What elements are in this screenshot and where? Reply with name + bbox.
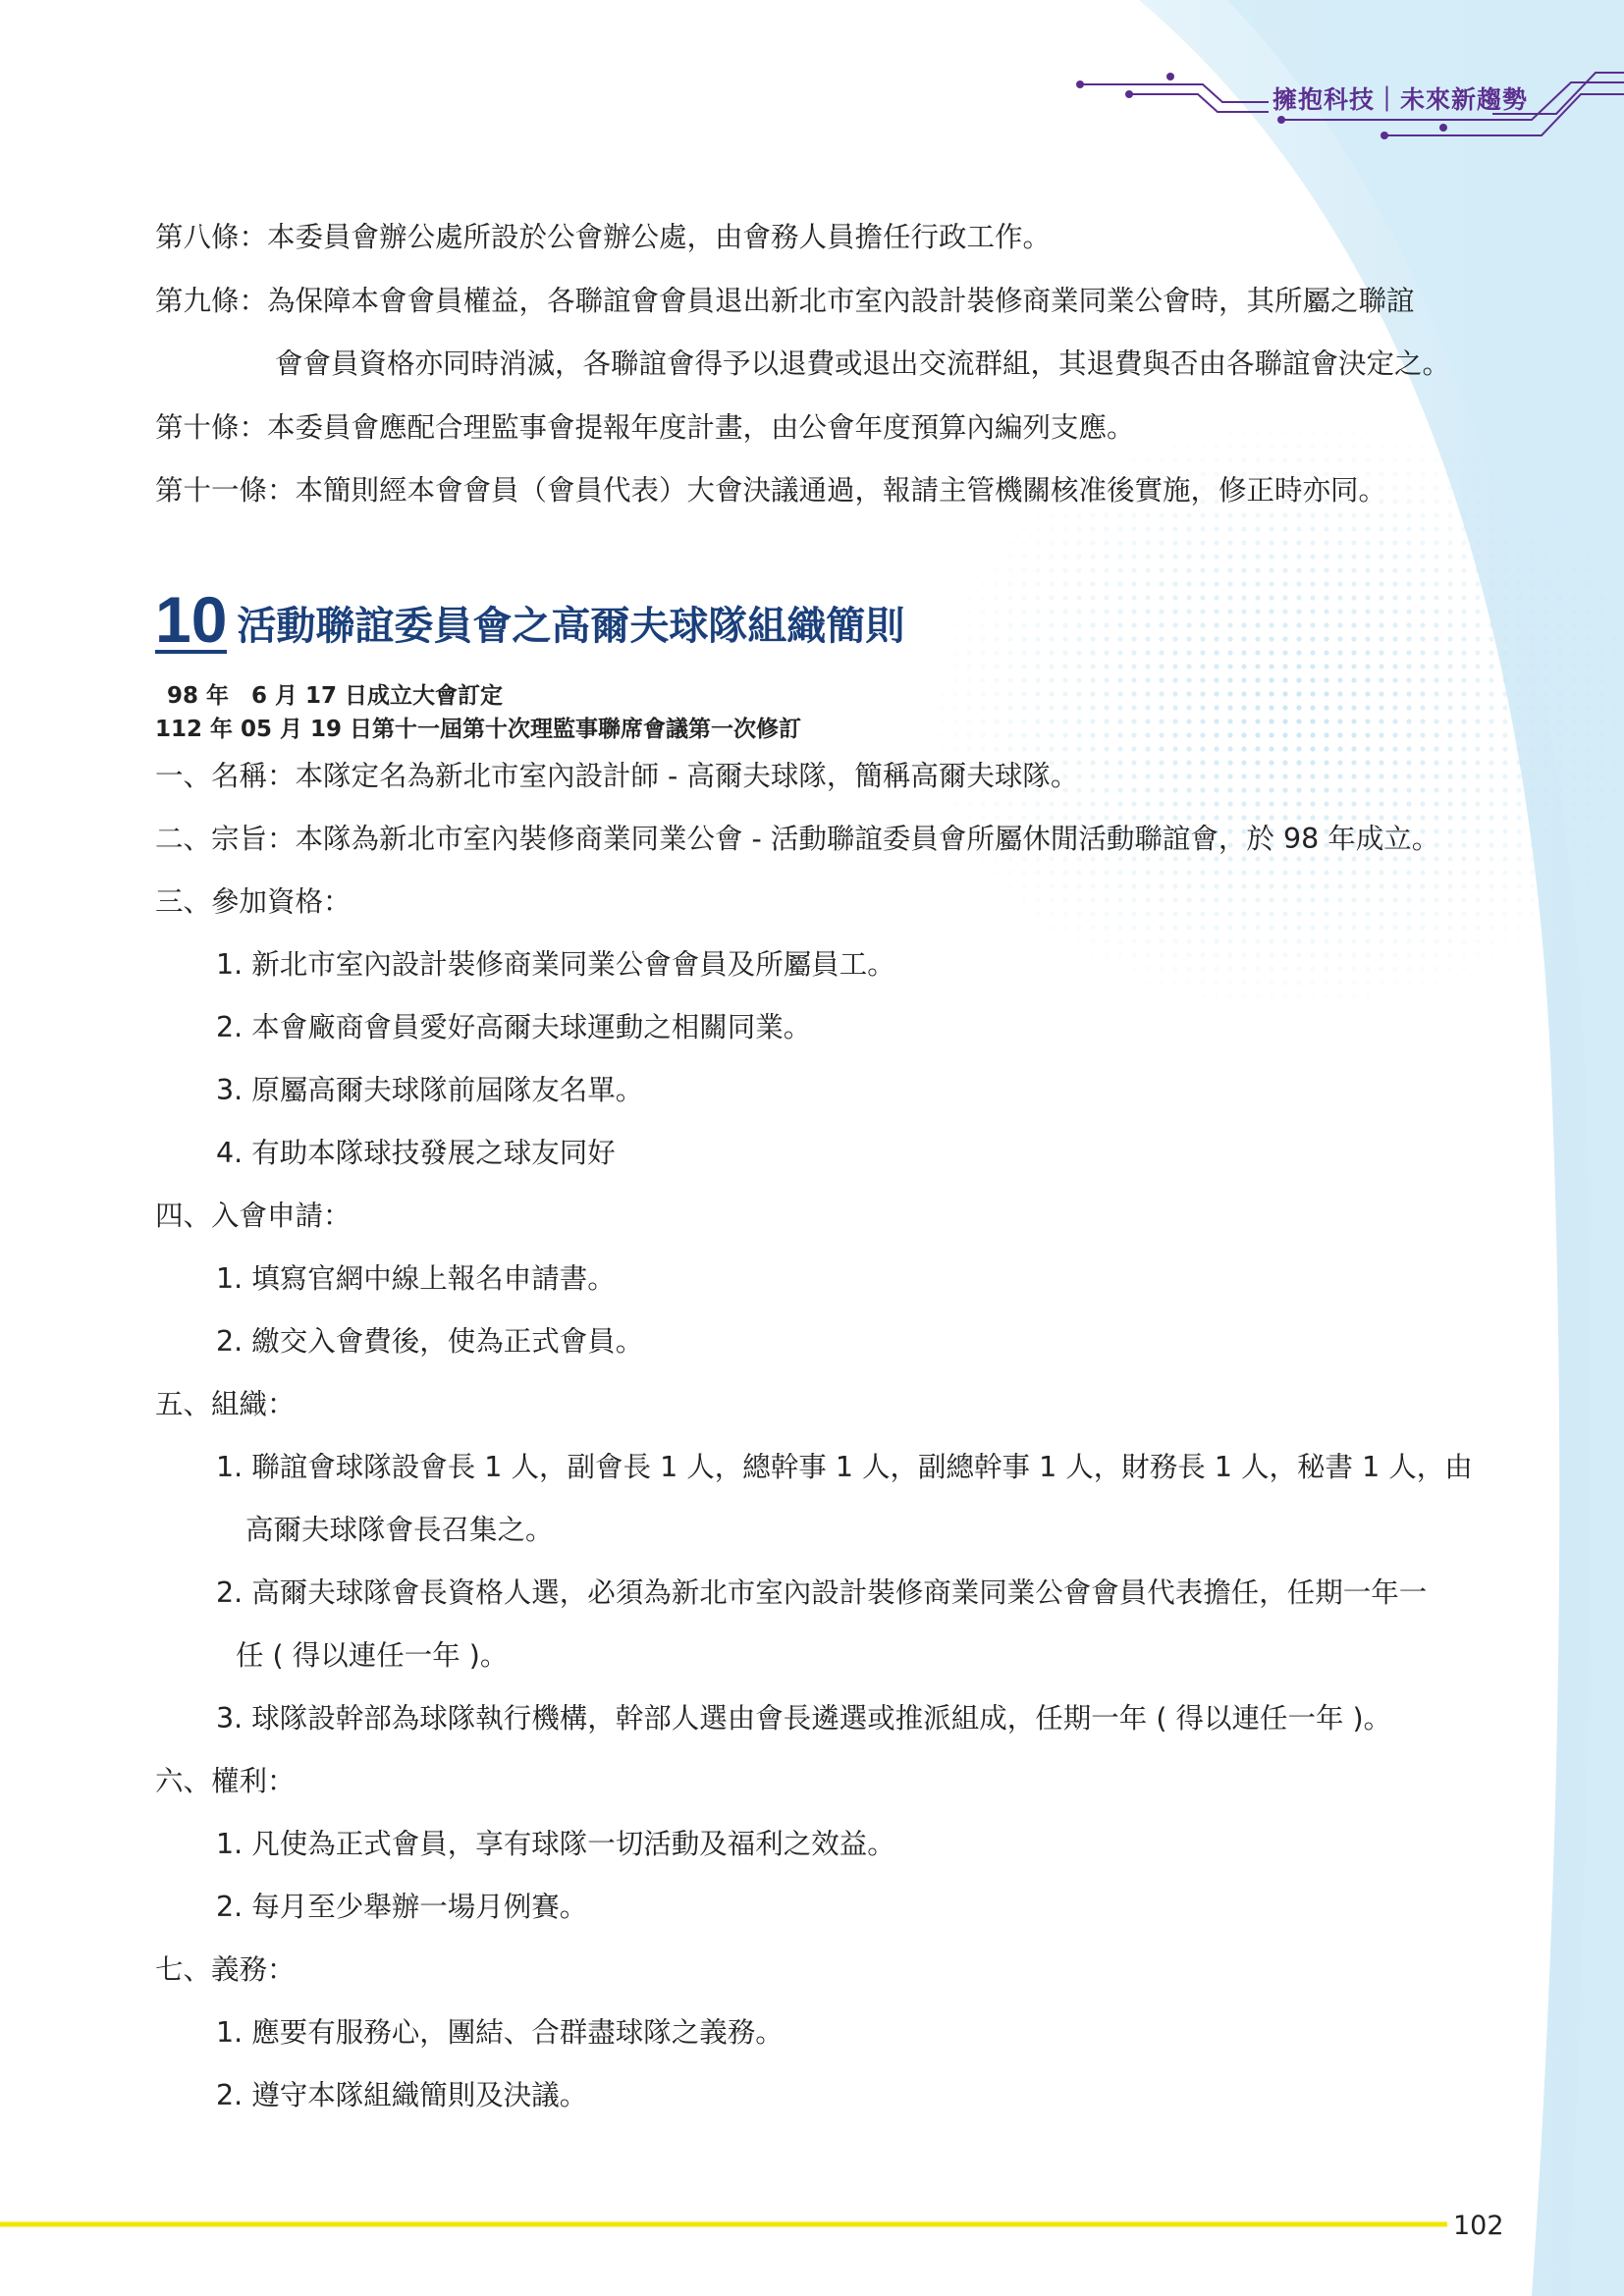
- clause-organization: 五、組織：: [155, 1388, 296, 1420]
- section-title: [155, 583, 905, 656]
- rights-item: 2. 每月至少舉辦一場月例賽。: [216, 1891, 588, 1923]
- eligibility-item: 4. 有助本隊球技發展之球友同好: [216, 1137, 616, 1169]
- section-number: 10: [155, 583, 228, 656]
- header-tag: 擁抱科技｜未來新趨勢: [1272, 85, 1529, 114]
- eligibility-item: 1. 新北市室內設計裝修商業同業公會會員及所屬員工。: [216, 948, 895, 981]
- eligibility-item: 2. 本會廠商會員愛好高爾夫球運動之相關同業。: [216, 1011, 812, 1043]
- clause-rights: 六、權利：: [155, 1765, 296, 1797]
- section-revised: 112 年 05 月 19 日第十一屆第十次理監事聯席會議第一次修訂: [155, 717, 802, 742]
- rights-item: 1. 凡使為正式會員，享有球隊一切活動及福利之效益。: [216, 1828, 895, 1860]
- duties-item: 2. 遵守本隊組織簡則及決議。: [216, 2079, 588, 2111]
- clause-eligibility: 三、參加資格：: [155, 885, 352, 918]
- organization-item-cont: 任 ( 得以連任一年 )。: [236, 1639, 509, 1672]
- application-item: 2. 繳交入會費後，使為正式會員。: [216, 1325, 644, 1358]
- duties-item: 1. 應要有服務心，團結、合群盡球隊之義務。: [216, 2016, 784, 2049]
- section-established: 98 年 6 月 17 日成立大會訂定: [167, 683, 504, 709]
- article-9-line1: 第九條：為保障本會會員權益，各聯誼會會員退出新北市室內設計裝修商業同業公會時，其所屬之聯誼: [155, 285, 1415, 317]
- article-8: 第八條：本委員會辦公處所設於公會辦公處，由會務人員擔任行政工作。: [155, 221, 1052, 253]
- organization-item: 1. 聯誼會球隊設會長 1 人，副會長 1 人，總幹事 1 人，副總幹事 1 人，財務長 1 人，秘書 1 人，由: [216, 1451, 1473, 1483]
- eligibility-item: 3. 原屬高爾夫球隊前屆隊友名單。: [216, 1074, 644, 1106]
- article-9-line2: 會會員資格亦同時消滅，各聯誼會得予以退費或退出交流群組，其退費與否由各聯誼會決定之。: [275, 347, 1451, 380]
- clause-purpose: 二、宗旨：本隊為新北市室內裝修商業同業公會 - 活動聯誼委員會所屬休閒活動聯誼會，於 98 年成立。: [155, 823, 1440, 855]
- application-item: 1. 填寫官網中線上報名申請書。: [216, 1262, 616, 1295]
- organization-item-cont: 高爾夫球隊會長召集之。: [245, 1514, 554, 1546]
- clause-duties: 七、義務：: [155, 1953, 296, 1986]
- section-heading: 活動聯誼委員會之高爾夫球隊組織簡則: [237, 604, 905, 649]
- clause-name: 一、名稱：本隊定名為新北市室內設計師 - 高爾夫球隊，簡稱高爾夫球隊。: [155, 760, 1079, 792]
- article-11: 第十一條：本簡則經本會會員（會員代表）大會決議通過，報請主管機關核准後實施，修正時亦同。: [155, 474, 1387, 507]
- organization-item: 2. 高爾夫球隊會長資格人選，必須為新北市室內設計裝修商業同業公會會員代表擔任，任期一年一: [216, 1576, 1428, 1609]
- page-number: 102: [1453, 2211, 1504, 2241]
- clause-application: 四、入會申請：: [155, 1200, 352, 1232]
- organization-item: 3. 球隊設幹部為球隊執行機構，幹部人選由會長遴選或推派組成，任期一年 ( 得以連任一年 )。: [216, 1702, 1392, 1735]
- article-10: 第十條：本委員會應配合理監事會提報年度計畫，由公會年度預算內編列支應。: [155, 411, 1135, 444]
